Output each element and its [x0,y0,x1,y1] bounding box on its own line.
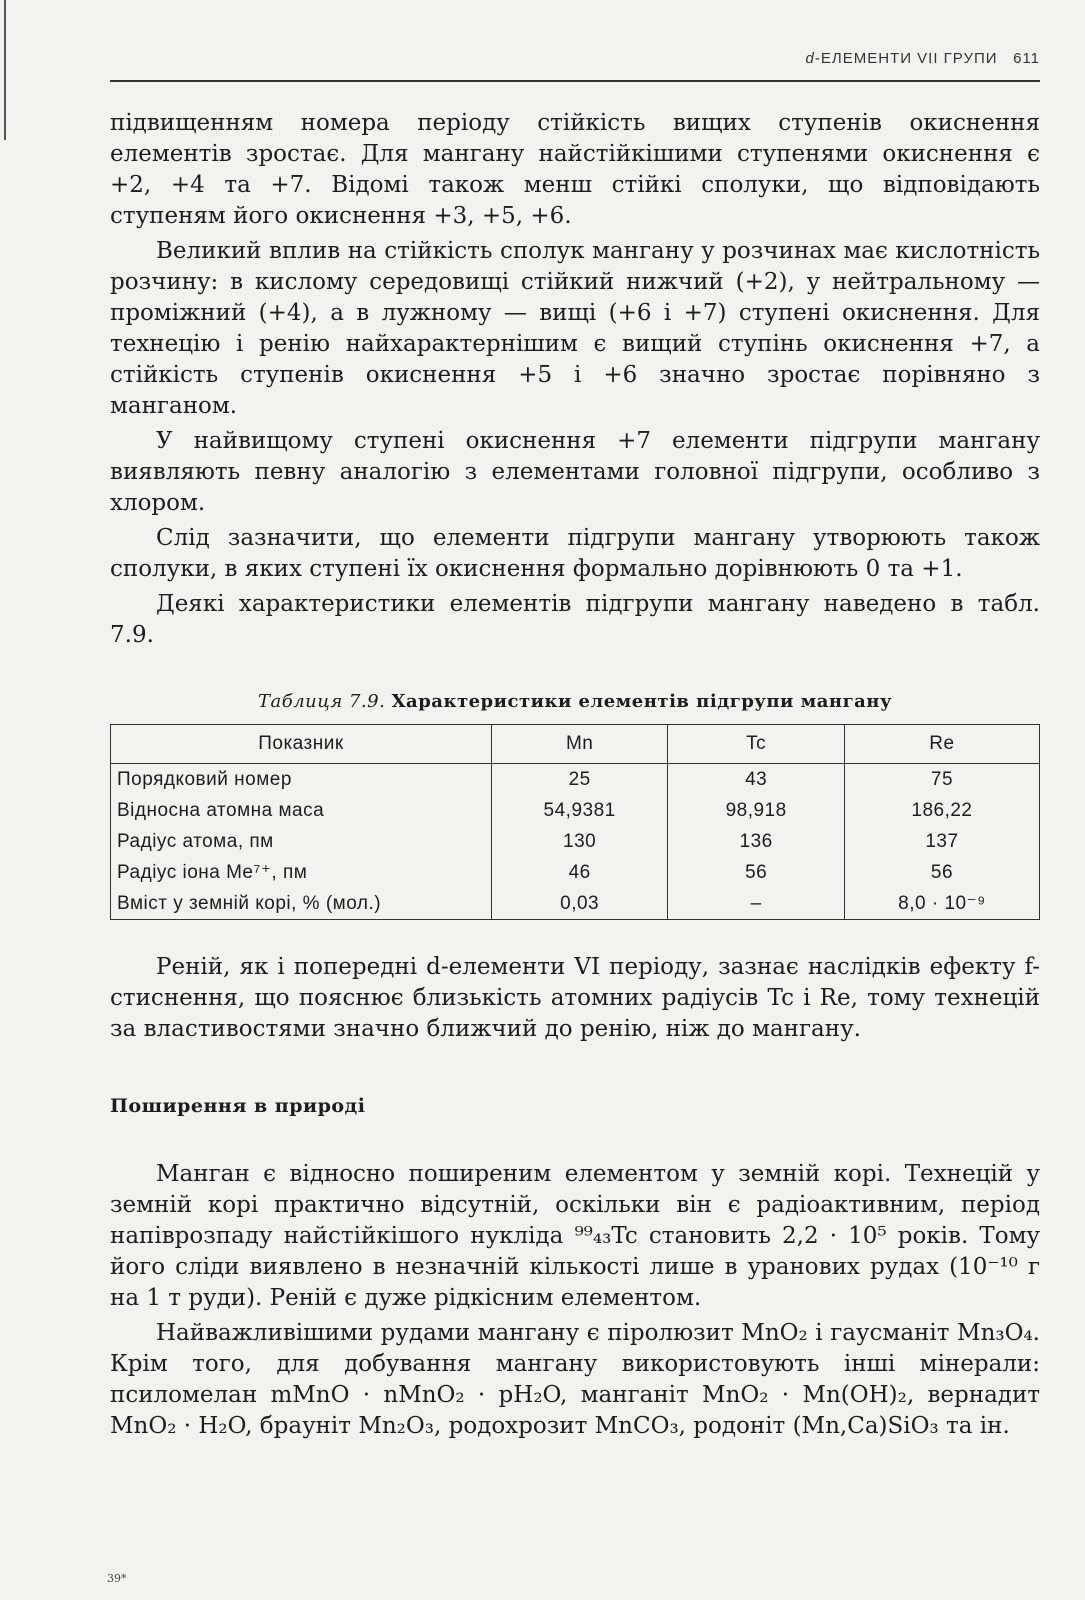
paragraph-4: Слід зазначити, що елементи підгрупи мангану утворюють також сполуки, в яких ступені їх окиснення формально дорівнюють 0 та +1. [110,525,1040,582]
paragraph-2: Великий вплив на стійкість сполук мангану у розчинах має кислотність розчину: в кислому середовищі стійкий нижчий (+2), у нейтральному — проміжний (+4), а в лужному — вищі (+6 і +7) ступені окиснення. Для технецію і ренію найхарактернішим є вищий ступінь окиснення +7, а стійкість ступенів окиснення +5 і +6 значно зростає порівняно з манганом. [110,238,1040,419]
header-italic-d: d [805,50,815,67]
scan-edge-line [4,0,6,140]
table-cell: 98,918 [668,795,845,826]
paragraph-5: Деякі характеристики елементів підгрупи мангану наведено в табл. 7.9. [110,591,1040,648]
signature-mark: 39* [107,1572,127,1585]
table-cell: – [668,888,845,920]
table-caption-text: Характеристики елементів підгрупи мангану [391,691,892,712]
table-cell: 186,22 [844,795,1039,826]
table-header-cell: Mn [491,725,668,764]
table-caption [110,691,1040,712]
header-rule [110,80,1040,82]
table-row [111,826,1040,857]
section-paragraph-2: Найважливішими рудами мангану є піролюзит MnO₂ і гаусманіт Mn₃O₄. Крім того, для добування мангану використовують інші мінерали: псиломелан mMnO · nMnO₂ · pH₂O, манганіт MnO₂ · Mn(OH)₂, вернадит MnO₂ · H₂O, браунiт Mn₂O₃, родохрозит MnCO₃, родоніт (Mn,Ca)SiO₃ та ін. [110,1320,1040,1439]
table-cell: 46 [491,857,668,888]
table-row [111,764,1040,796]
table-cell: 54,9381 [491,795,668,826]
paragraph-3: У найвищому ступені окиснення +7 елементи підгрупи мангану виявляють певну аналогію з елементами головної підгрупи, особливо з хлором. [110,428,1040,516]
running-header [110,50,1040,80]
table-cell: 43 [668,764,845,796]
table-header-cell: Re [844,725,1039,764]
table-cell: 136 [668,826,845,857]
table-cell: 56 [844,857,1039,888]
table-cell: Відносна атомна маса [111,795,492,826]
section-title: Поширення в природі [110,1095,366,1117]
table-row [111,795,1040,826]
paragraph-1: підвищенням номера періоду стійкість вищих ступенів окиснення елементів зростає. Для мангану найстійкішими ступенями окиснення є +2, +4 та +7. Відомі також менш стійкі сполуки, що відповідають ступеням його окиснення +3, +5, +6. [110,110,1040,229]
table-cell: Радіус атома, пм [111,826,492,857]
table-row [111,888,1040,920]
table-header-cell: Показник [111,725,492,764]
paragraph-after-table: Реній, як і попередні d-елементи VI періоду, зазнає наслідків ефекту f-стиснення, що пояснює близькість атомних радіусів Tc і Re, тому технецій за властивостями значно ближчий до ренію, ніж до мангану. [110,954,1040,1042]
table-cell: 25 [491,764,668,796]
header-title: -ЕЛЕМЕНТИ VII ГРУПИ [814,50,998,67]
section-paragraph-1: Манган є відносно поширеним елементом у земній корі. Технецій у земній корі практично відсутній, оскільки він є радіоактивним, період напіврозпаду найстійкішого нукліда ⁹⁹₄₃Tc становить 2,2 · 10⁵ років. Тому його сліди виявлено в незначній кількості лише в уранових рудах (10⁻¹⁰ г на 1 т руди). Реній є дуже рідкісним елементом. [110,1161,1040,1311]
table-cell: 56 [668,857,845,888]
spacer [110,920,1040,952]
table-header-row [111,725,1040,764]
table-cell: 8,0 · 10⁻⁹ [844,888,1039,920]
table-cell: Вміст у земній корі, % (мол.) [111,888,492,920]
element-properties-table [110,724,1040,920]
table-cell: Радіус іона Me⁷⁺, пм [111,857,492,888]
header-text [806,50,1040,67]
page-number: 611 [1013,50,1040,67]
table-row [111,857,1040,888]
table-caption-label: Таблиця 7.9. [258,691,386,712]
table-cell: 137 [844,826,1039,857]
table-header-cell: Tc [668,725,845,764]
table-cell: 130 [491,826,668,857]
table-cell: Порядковий номер [111,764,492,796]
table-cell: 75 [844,764,1039,796]
table-cell: 0,03 [491,888,668,920]
page-body [110,108,1040,1442]
